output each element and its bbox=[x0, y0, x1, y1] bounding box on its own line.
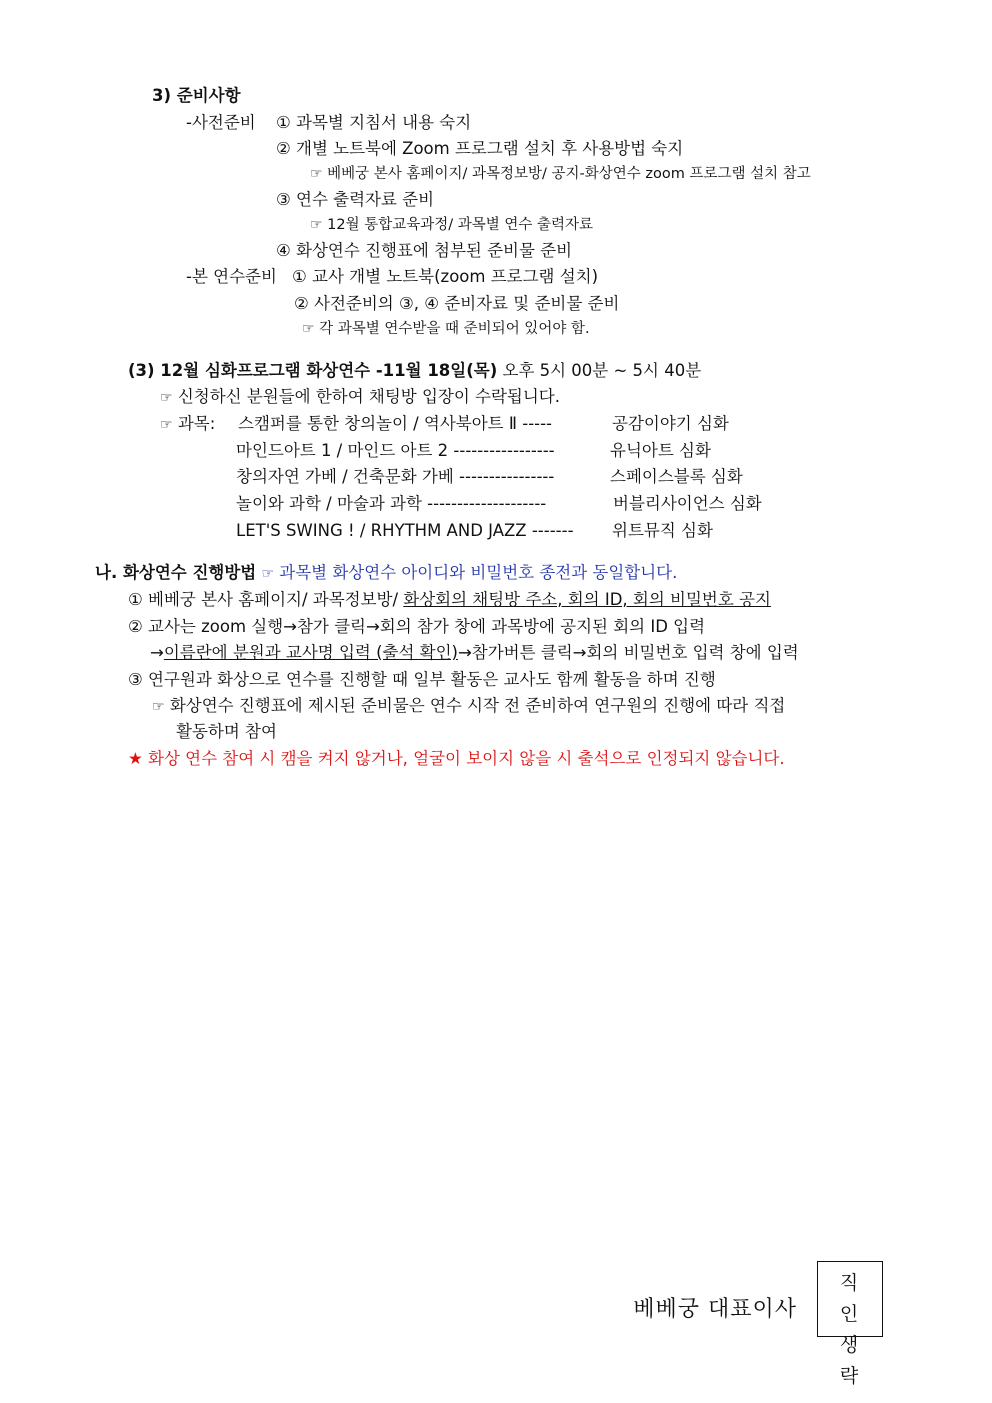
pre-item-4: ④ 화상연수 진행표에 첨부된 준비물 준비 bbox=[276, 241, 573, 260]
course-left: 놀이와 과학 / 마술과 과학 -------------------- bbox=[236, 494, 547, 513]
course-right: 스페이스블록 심화 bbox=[610, 467, 743, 486]
pre-prep-label: -사전준비 bbox=[186, 113, 256, 132]
pointing-hand-icon: ☞ bbox=[152, 699, 165, 715]
method-item-3-note bbox=[152, 696, 785, 717]
method-item-1 bbox=[128, 590, 771, 610]
pointing-hand-icon: ☞ bbox=[160, 417, 173, 433]
method-item-2-underlined: 이름란에 분원과 교사명 입력 (출석 확인) bbox=[163, 643, 458, 662]
deep-notice bbox=[160, 387, 560, 408]
method-item-3: ③ 연구원과 화상으로 연수를 진행할 때 일부 활동은 교사도 함께 활동을 하며 진행 bbox=[128, 670, 716, 689]
pre-note-3-text: 12월 통합교육과정/ 과목별 연수 출력자료 bbox=[327, 217, 594, 233]
method-item-2: ② 교사는 zoom 실행→참가 클릭→회의 참가 창에 과목방에 공지된 회의 ID 입력 bbox=[128, 617, 706, 636]
deep-heading-time: 오후 5시 00분 ~ 5시 40분 bbox=[502, 361, 702, 380]
pre-item-3: ③ 연수 출력자료 준비 bbox=[276, 190, 435, 209]
pre-note-2-text: 베베궁 본사 홈페이지/ 과목정보방/ 공지-화상연수 zoom 프로그램 설치 참고 bbox=[327, 166, 811, 182]
course-right: 버블리사이언스 심화 bbox=[613, 494, 762, 513]
method-heading-note: 과목별 화상연수 아이디와 비밀번호 종전과 동일합니다. bbox=[279, 563, 678, 582]
arrow-icon: → bbox=[150, 643, 164, 662]
deep-heading bbox=[128, 361, 701, 381]
course-left: LET'S SWING ! / RHYTHM AND JAZZ ------- bbox=[236, 521, 574, 540]
course-right: 유닉아트 심화 bbox=[610, 441, 711, 460]
pointing-hand-icon: ☞ bbox=[160, 390, 173, 406]
pre-note-2 bbox=[310, 164, 811, 184]
warning: ★ 화상 연수 참여 시 캠을 켜지 않거나, 얼굴이 보이지 않을 시 출석으로 인정되지 않습니다. bbox=[128, 749, 785, 768]
pointing-hand-icon: ☞ bbox=[310, 166, 323, 182]
method-heading bbox=[95, 563, 677, 584]
main-item-1: ① 교사 개별 노트북(zoom 프로그램 설치) bbox=[292, 267, 599, 286]
pre-item-2: ② 개별 노트북에 Zoom 프로그램 설치 후 사용방법 숙지 bbox=[276, 139, 684, 158]
pointing-hand-icon: ☞ bbox=[261, 566, 275, 582]
main-note bbox=[302, 319, 590, 339]
pointing-hand-icon: ☞ bbox=[302, 321, 315, 337]
deep-notice-text: 신청하신 분원들에 한하여 채팅방 입장이 수락됩니다. bbox=[177, 387, 560, 406]
method-item-1-prefix: ① 베베궁 본사 홈페이지/ 과목정보방/ bbox=[128, 590, 404, 609]
method-item-1-underlined: 화상회의 채팅방 주소, 회의 ID, 회의 비밀번호 공지 bbox=[403, 590, 771, 609]
course-label-text: 과목: bbox=[177, 414, 216, 433]
pre-item-1: ① 과목별 지침서 내용 숙지 bbox=[276, 113, 472, 132]
main-note-text: 각 과목별 연수받을 때 준비되어 있어야 함. bbox=[319, 321, 590, 337]
course-right: 위트뮤직 심화 bbox=[612, 521, 713, 540]
method-item-3-note-line2: 활동하며 참여 bbox=[176, 722, 277, 741]
official-seal-box bbox=[817, 1261, 883, 1387]
stamp-line-1: 직인 bbox=[839, 1272, 869, 1325]
method-heading-text: 나. 화상연수 진행방법 bbox=[95, 563, 257, 582]
method-item-2-cont bbox=[150, 643, 799, 663]
course-left: 마인드아트 1 / 마인드 아트 2 ----------------- bbox=[236, 441, 555, 460]
stamp-line-2: 생략 bbox=[839, 1334, 869, 1387]
pre-note-3 bbox=[310, 215, 593, 235]
main-item-2: ② 사전준비의 ③, ④ 준비자료 및 준비물 준비 bbox=[294, 294, 620, 313]
main-prep-label: -본 연수준비 bbox=[186, 267, 277, 286]
course-right: 공감이야기 심화 bbox=[612, 414, 729, 433]
method-item-2-rest: →참가버튼 클릭→회의 비밀번호 입력 창에 입력 bbox=[457, 643, 799, 662]
signature: 베베궁 대표이사 bbox=[633, 1297, 797, 1322]
course-left: 창의자연 가베 / 건축문화 가베 ---------------- bbox=[236, 467, 555, 486]
deep-heading-bold: (3) 12월 심화프로그램 화상연수 -11월 18일(목) bbox=[128, 361, 498, 380]
method-item-3-note-line1: 화상연수 진행표에 제시된 준비물은 연수 시작 전 준비하여 연구원의 진행에 따라 직접 bbox=[169, 696, 786, 715]
pointing-hand-icon: ☞ bbox=[310, 217, 323, 233]
course-left: 스캠퍼를 통한 창의놀이 / 역사북아트 Ⅱ ----- bbox=[238, 414, 553, 433]
prep-heading: 3) 준비사항 bbox=[152, 86, 241, 105]
course-label bbox=[160, 414, 215, 435]
